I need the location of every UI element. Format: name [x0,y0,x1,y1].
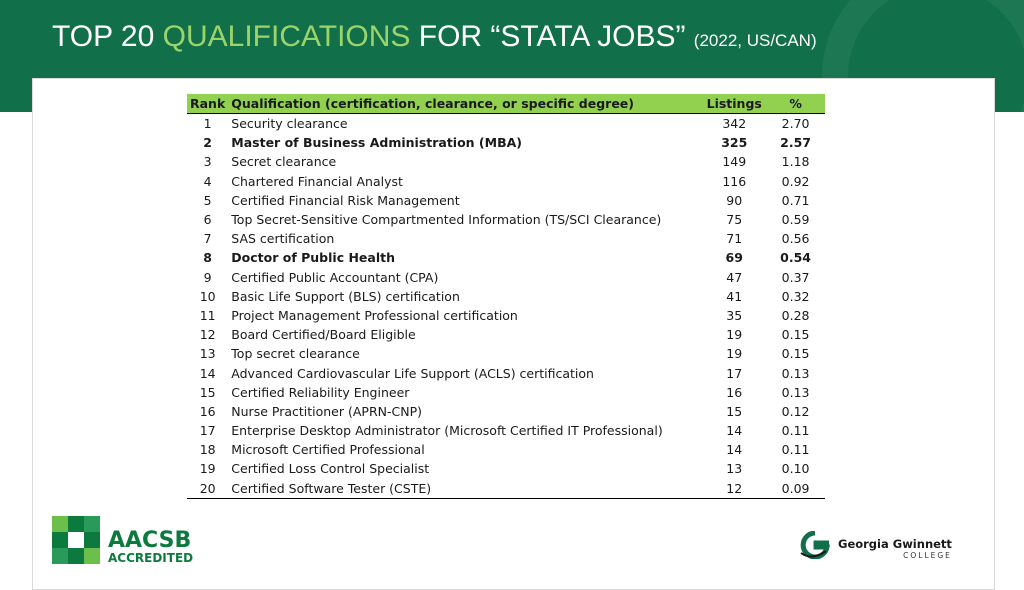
table-row [187,344,825,363]
cell-rank: 3 [203,154,212,170]
cell-listings: 325 [721,135,748,151]
ggc-wordmark [838,538,952,561]
table-row [187,210,825,229]
cell-qualification: Certified Software Tester (CSTE) [228,479,702,499]
cell-rank: 17 [199,423,216,439]
cell-qualification: Master of Business Administration (MBA) [231,135,522,151]
cell-percent: 0.09 [766,479,825,499]
cell-listings: 19 [726,327,743,343]
table-row [187,440,825,459]
table-row [187,363,825,382]
cell-listings: 342 [722,116,747,132]
cell-rank: 18 [199,442,216,458]
cell-listings: 69 [725,250,743,266]
cell-listings: 35 [726,307,743,323]
cell-rank: 7 [203,231,212,247]
cell-listings: 16 [726,384,743,400]
ggc-name: Georgia Gwinnett [838,537,952,551]
cell-qualification: SAS certification [231,231,335,247]
table-row [187,479,825,499]
cell-rank: 10 [199,288,216,304]
page-title [52,20,817,54]
cell-percent: 0.11 [781,442,810,458]
title-part2: FOR “STATA JOBS” [410,20,686,53]
table-row [187,114,825,134]
cell-rank: 2 [203,135,212,151]
cell-qualification: Chartered Financial Analyst [231,173,403,189]
cell-qualification: Top secret clearance [231,346,360,362]
cell-qualification: Certified Financial Risk Management [231,192,460,208]
cell-qualification: Security clearance [231,116,348,132]
cell-percent: 0.12 [781,403,810,419]
cell-qualification: Microsoft Certified Professional [231,442,425,458]
cell-listings: 19 [726,346,743,362]
cell-percent: 0.92 [781,173,810,189]
ggc-logo-icon [798,531,832,559]
cell-percent: 1.18 [781,154,810,170]
cell-qualification: Advanced Cardiovascular Life Support (ACLS) certification [231,365,594,381]
title-accent: QUALIFICATIONS [162,20,411,53]
cell-listings: 149 [722,154,747,170]
cell-rank: 9 [203,269,212,285]
cell-listings: 13 [726,461,743,477]
cell-qualification: Secret clearance [231,154,337,170]
cell-listings: 90 [726,192,743,208]
cell-listings: 71 [726,231,743,247]
cell-percent: 0.54 [780,250,811,266]
cell-rank: 4 [203,173,212,189]
header-listings: Listings [702,94,766,114]
cell-qualification: Nurse Practitioner (APRN-CNP) [231,403,422,419]
table-row [187,248,825,267]
header-qualification: Qualification (certification, clearance, or specific degree) [228,94,702,114]
table-row [187,152,825,171]
cell-percent: 0.15 [781,346,810,362]
title-subtitle: (2022, US/CAN) [693,31,817,50]
cell-qualification: Board Certified/Board Eligible [231,327,416,343]
cell-qualification: Certified Public Accountant (CPA) [231,269,439,285]
cell-percent: 0.13 [781,365,810,381]
qualifications-table [187,94,825,499]
cell-rank: 14 [199,365,216,381]
table-row [187,229,825,248]
cell-listings: 41 [726,288,743,304]
cell-qualification: Basic Life Support (BLS) certification [231,288,460,304]
cell-percent: 0.56 [781,231,810,247]
cell-rank: 20 [187,479,228,499]
header-percent: % [766,94,825,114]
cell-listings: 75 [726,212,743,228]
cell-listings: 47 [726,269,743,285]
cell-qualification: Top Secret-Sensitive Compartmented Information (TS/SCI Clearance) [231,212,662,228]
table-row [187,268,825,287]
cell-percent: 2.70 [781,116,810,132]
table-row [187,402,825,421]
cell-percent: 0.32 [781,288,810,304]
cell-qualification: Enterprise Desktop Administrator (Microsoft Certified IT Professional) [231,423,663,439]
cell-listings: 12 [702,479,766,499]
cell-listings: 116 [722,173,747,189]
cell-percent: 0.28 [781,307,810,323]
cell-rank: 13 [199,346,216,362]
cell-rank: 15 [199,384,216,400]
cell-listings: 14 [726,423,743,439]
title-part1: TOP 20 [52,20,163,53]
cell-percent: 0.71 [781,192,810,208]
aacsb-tag: ACCREDITED [108,551,194,565]
cell-rank: 6 [203,212,212,228]
cell-qualification: Certified Reliability Engineer [231,384,410,400]
aacsb-wordmark [108,530,193,565]
cell-percent: 0.10 [781,461,810,477]
header-rank: Rank [187,94,228,114]
aacsb-name: AACSB [108,528,192,553]
cell-qualification: Doctor of Public Health [231,250,395,266]
cell-percent: 0.15 [781,327,810,343]
table-header-row [187,94,825,114]
cell-percent: 0.37 [781,269,810,285]
cell-rank: 11 [199,307,216,323]
cell-percent: 0.11 [781,423,810,439]
cell-rank: 1 [203,116,212,132]
table-row [187,325,825,344]
table-row [187,172,825,191]
cell-qualification: Certified Loss Control Specialist [231,461,430,477]
cell-rank: 19 [199,461,216,477]
table-row [187,459,825,478]
table-row [187,133,825,152]
cell-listings: 14 [726,442,743,458]
cell-percent: 2.57 [780,135,811,151]
table-row [187,421,825,440]
table-row [187,383,825,402]
cell-listings: 17 [726,365,743,381]
cell-listings: 15 [726,403,743,419]
cell-rank: 5 [203,192,212,208]
table-row [187,287,825,306]
ggc-college: COLLEGE [903,551,952,560]
cell-rank: 16 [199,403,216,419]
table-row [187,306,825,325]
cell-rank: 12 [199,327,216,343]
cell-rank: 8 [203,250,212,266]
cell-qualification: Project Management Professional certification [231,307,518,323]
cell-percent: 0.59 [781,212,810,228]
cell-percent: 0.13 [781,384,810,400]
table-row [187,191,825,210]
